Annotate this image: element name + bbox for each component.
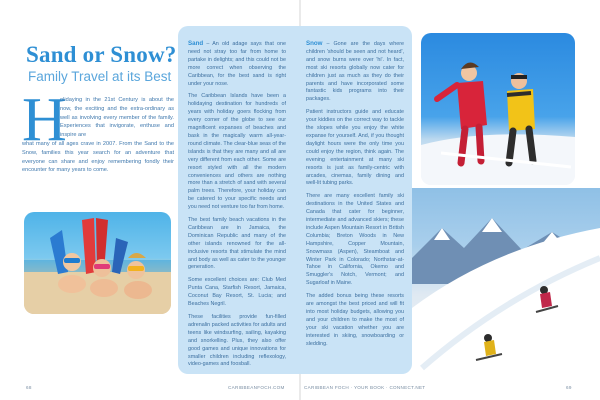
beach-family-photo	[24, 212, 171, 314]
sand-text-1: – An old adage says that one need not stray too far from home to partake in delights; and this could not be more correct when observing the Caribbean, for the best sand is right under your nose.	[188, 41, 286, 87]
right-page-number: 69	[566, 385, 572, 390]
snow-paragraph-2: Patient instructors guide and educate your kiddies on the correct way to tackle the slopes while you enjoy the white expanse for yourself. And, if you thought daylight hours were the only time you could enjoy the region, think again. The evening entertainment at many ski resorts is just as family-centric with arcades, cinemas, family dining and well-lit tubing parks.	[306, 109, 404, 187]
snow-paragraph-4: The added bonus being these resorts are amongst the best priced and will fit into most holiday budgets, allowing you and your children to make the most of your ski vacation whether you are interested in skiing, snowboarding or sledding.	[306, 293, 404, 347]
intro-text-continued: what many of all ages crave in 2007. From the Sand to the Snow, families this year search for an adventure that everyone can share and enjoy remembering fondly their encounter for many years to come.	[22, 141, 174, 174]
sand-paragraph-1	[188, 40, 286, 88]
sand-paragraph-4: Some excellent choices are: Club Med Punta Cana, Starfish Resort, Jamaica, Coconut Bay Resort, St. Lucia; and Beaches Negril.	[188, 277, 286, 308]
left-page-number: 68	[26, 385, 32, 390]
snow-lead: Snow	[306, 40, 323, 47]
ski-slope-photo	[412, 188, 600, 382]
sand-paragraph-5: These facilities provide fun-filled adrenalin packed activities for adults and teens like windsurfing, sailing, kayaking and snorkelling. Plus, they also offer good games and unique innovations for smaller children including reflexology, video-games and foosball.	[188, 314, 286, 368]
right-footer-url: CARIBBEAN FOCH · YOUR BOOK · CONNECT.NET	[304, 385, 426, 390]
snow-paragraph-3: There are many excellent family ski destinations in the United States and Canada that cater for beginner, intermediate and advanced skiers; these include Aspen Mountain Resort in British Columbia; Breton Woods in New Hampshire, Copper Mountain, Snowmass (Aspen), Steamboat and Winter Park in Colorado; Northstar-at-Tahoe in California, Okemo and Smuggler's Notch, Vermont; and Sugarloaf in Maine.	[306, 193, 404, 287]
snow-column	[306, 40, 404, 354]
slope-illustration	[412, 188, 600, 382]
skiers-illustration	[421, 33, 575, 185]
sand-paragraph-2: The Caribbean Islands have been a holidaying destination for hundreds of years with holiday goers flocking from every corner of the globe to see our magnificent expanses of beaches and bask in the magically warm all-year-round climate. The clear-blue seas of the islands is that they are many and all are very different from each other. Some are resort styled with all the modern conveniences and others are nothing more than a stretch of sand with several palm trees. Therefore, your holiday can be catered to your specific needs and you need not venture too far from home.	[188, 93, 286, 211]
drop-cap: H	[22, 86, 67, 154]
snow-text-1: – Gone are the days where children 'should be seen and not heard', and snow burns were over 'hi'. In fact, most ski resorts globally now cater for children just as much as they do their parents and have incorporated some fantastic kids programs into their packages.	[306, 41, 404, 103]
sand-paragraph-3: The best family beach vacations in the Caribbean are in Jamaica, the Dominican Republic and many of the other islands renowned for the all-inclusive resorts that stimulate the mind and body as well as cater to the younger generation.	[188, 217, 286, 271]
intro-text: olidaying in the 21st Century is about the now, the exciting and the extra-ordinary as well as involving every member of the family. Experiences that invigorate, enthuse and inspire are	[60, 97, 174, 139]
snow-paragraph-1	[306, 40, 404, 104]
skiing-couple-photo	[421, 33, 575, 185]
article-subtitle: Family Travel at its Best	[28, 69, 172, 84]
sand-lead: Sand	[188, 40, 204, 47]
article-body-panel	[178, 26, 412, 374]
sand-column	[188, 40, 286, 374]
article-title: Sand or Snow?	[26, 42, 177, 67]
left-footer-url: CARIBBEANFOCH.COM	[228, 385, 285, 390]
beach-photo-illustration	[24, 212, 171, 314]
